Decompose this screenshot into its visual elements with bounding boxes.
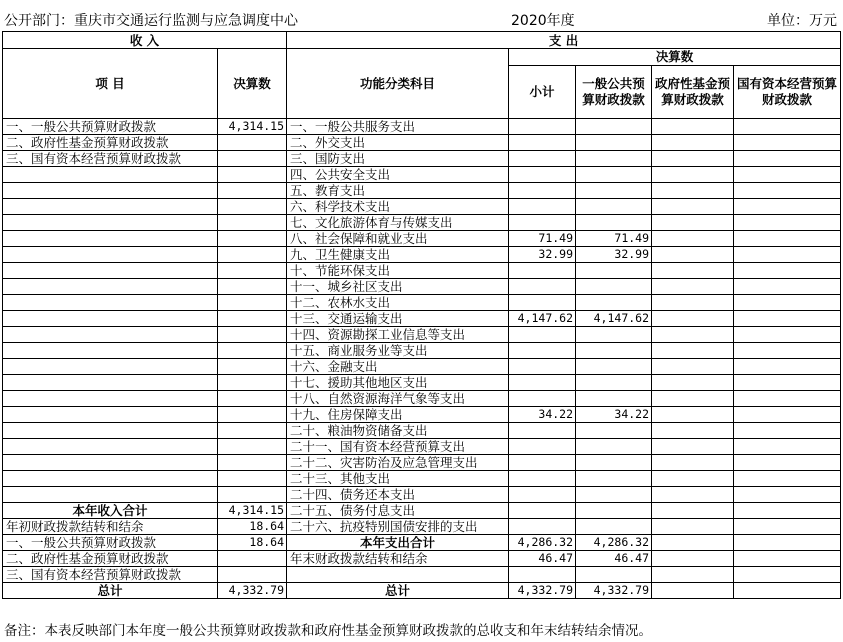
table-row bbox=[3, 535, 841, 551]
table-row bbox=[3, 215, 841, 231]
unit-label: 单位：万元 bbox=[767, 13, 837, 29]
expense-item-cell: 二十二、灾害防治及应急管理支出 bbox=[287, 455, 509, 471]
state-capital-cell bbox=[734, 503, 841, 519]
subtotal-header: 小计 bbox=[509, 66, 576, 119]
general-budget-cell bbox=[576, 503, 652, 519]
expense-item-cell: 总计 bbox=[287, 583, 509, 599]
fund-budget-cell bbox=[652, 311, 734, 327]
income-amount-cell bbox=[218, 567, 287, 583]
table-row bbox=[3, 471, 841, 487]
income-amount-header: 决算数 bbox=[218, 49, 287, 119]
state-capital-cell bbox=[734, 471, 841, 487]
table-row bbox=[3, 167, 841, 183]
general-budget-cell: 4,147.62 bbox=[576, 311, 652, 327]
table-row bbox=[3, 343, 841, 359]
state-capital-cell bbox=[734, 455, 841, 471]
expense-item-cell bbox=[287, 567, 509, 583]
expense-item-cell: 十八、自然资源海洋气象等支出 bbox=[287, 391, 509, 407]
subtotal-cell bbox=[509, 279, 576, 295]
general-budget-cell bbox=[576, 519, 652, 535]
subtotal-cell: 71.49 bbox=[509, 231, 576, 247]
expense-item-cell: 二十三、其他支出 bbox=[287, 471, 509, 487]
income-item-cell: 三、国有资本经营预算财政拨款 bbox=[3, 151, 218, 167]
fund-budget-header: 政府性基金预算财政拨款 bbox=[652, 66, 734, 119]
income-item-cell bbox=[3, 407, 218, 423]
fund-budget-cell bbox=[652, 391, 734, 407]
table-row bbox=[3, 519, 841, 535]
general-budget-cell bbox=[576, 119, 652, 135]
table-row bbox=[3, 231, 841, 247]
table-row bbox=[3, 183, 841, 199]
table-row bbox=[3, 551, 841, 567]
subtotal-cell bbox=[509, 151, 576, 167]
income-item-cell bbox=[3, 215, 218, 231]
expense-item-cell: 十七、援助其他地区支出 bbox=[287, 375, 509, 391]
general-budget-cell: 32.99 bbox=[576, 247, 652, 263]
state-capital-cell bbox=[734, 583, 841, 599]
income-item-cell: 三、国有资本经营预算财政拨款 bbox=[3, 567, 218, 583]
expense-item-cell: 五、教育支出 bbox=[287, 183, 509, 199]
fund-budget-cell bbox=[652, 183, 734, 199]
income-amount-cell bbox=[218, 359, 287, 375]
subtotal-cell: 4,332.79 bbox=[509, 583, 576, 599]
state-capital-cell bbox=[734, 215, 841, 231]
income-item-cell bbox=[3, 199, 218, 215]
item-column-header: 项 目 bbox=[3, 49, 218, 119]
state-capital-cell bbox=[734, 439, 841, 455]
table-row bbox=[3, 295, 841, 311]
table-row bbox=[3, 151, 841, 167]
income-amount-cell bbox=[218, 135, 287, 151]
state-capital-cell bbox=[734, 359, 841, 375]
expense-item-cell: 十五、商业服务业等支出 bbox=[287, 343, 509, 359]
report-year: 2020年度 bbox=[511, 13, 575, 29]
state-capital-cell bbox=[734, 231, 841, 247]
fund-budget-cell bbox=[652, 407, 734, 423]
subtotal-cell bbox=[509, 567, 576, 583]
state-capital-cell bbox=[734, 535, 841, 551]
income-amount-cell bbox=[218, 423, 287, 439]
table-row bbox=[3, 423, 841, 439]
general-budget-cell bbox=[576, 183, 652, 199]
subtotal-cell bbox=[509, 119, 576, 135]
income-item-cell bbox=[3, 295, 218, 311]
expense-item-cell: 十一、城乡社区支出 bbox=[287, 279, 509, 295]
table-row bbox=[3, 263, 841, 279]
fund-budget-cell bbox=[652, 583, 734, 599]
department-title: 公开部门：重庆市交通运行监测与应急调度中心 bbox=[4, 13, 298, 29]
state-capital-cell bbox=[734, 263, 841, 279]
table-row bbox=[3, 375, 841, 391]
fund-budget-cell bbox=[652, 423, 734, 439]
state-capital-cell bbox=[734, 295, 841, 311]
fund-budget-cell bbox=[652, 231, 734, 247]
income-amount-cell bbox=[218, 295, 287, 311]
state-capital-cell bbox=[734, 199, 841, 215]
subtotal-cell bbox=[509, 423, 576, 439]
expense-item-cell: 本年支出合计 bbox=[287, 535, 509, 551]
income-item-cell bbox=[3, 311, 218, 327]
general-budget-cell bbox=[576, 215, 652, 231]
general-budget-cell: 34.22 bbox=[576, 407, 652, 423]
income-item-cell bbox=[3, 375, 218, 391]
income-item-cell bbox=[3, 487, 218, 503]
fund-budget-cell bbox=[652, 471, 734, 487]
state-capital-header: 国有资本经营预算财政拨款 bbox=[734, 66, 841, 119]
general-budget-cell: 46.47 bbox=[576, 551, 652, 567]
general-budget-cell bbox=[576, 455, 652, 471]
state-capital-cell bbox=[734, 487, 841, 503]
income-item-cell: 二、政府性基金预算财政拨款 bbox=[3, 135, 218, 151]
income-amount-cell bbox=[218, 327, 287, 343]
fund-budget-cell bbox=[652, 263, 734, 279]
table-row bbox=[3, 407, 841, 423]
fund-budget-cell bbox=[652, 279, 734, 295]
table-row bbox=[3, 567, 841, 583]
income-item-cell bbox=[3, 455, 218, 471]
expense-item-cell: 七、文化旅游体育与传媒支出 bbox=[287, 215, 509, 231]
general-budget-cell bbox=[576, 199, 652, 215]
general-budget-cell bbox=[576, 167, 652, 183]
general-budget-cell: 4,286.32 bbox=[576, 535, 652, 551]
fund-budget-cell bbox=[652, 199, 734, 215]
subtotal-cell bbox=[509, 263, 576, 279]
state-capital-cell bbox=[734, 119, 841, 135]
income-item-cell bbox=[3, 263, 218, 279]
table-row bbox=[3, 391, 841, 407]
table-row bbox=[3, 439, 841, 455]
income-item-cell: 年初财政拨款结转和结余 bbox=[3, 519, 218, 535]
income-item-cell bbox=[3, 359, 218, 375]
fund-budget-cell bbox=[652, 247, 734, 263]
state-capital-cell bbox=[734, 311, 841, 327]
income-item-cell bbox=[3, 279, 218, 295]
table-row bbox=[3, 583, 841, 599]
state-capital-cell bbox=[734, 183, 841, 199]
income-item-cell bbox=[3, 423, 218, 439]
general-budget-cell bbox=[576, 423, 652, 439]
general-budget-cell bbox=[576, 263, 652, 279]
fund-budget-cell bbox=[652, 375, 734, 391]
income-amount-cell: 4,314.15 bbox=[218, 503, 287, 519]
income-amount-cell bbox=[218, 455, 287, 471]
subtotal-cell bbox=[509, 439, 576, 455]
footnote: 备注：本表反映部门本年度一般公共预算财政拨款和政府性基金预算财政拨款的总收支和年末结转结余情况。 bbox=[4, 623, 652, 639]
subtotal-cell bbox=[509, 375, 576, 391]
income-amount-cell bbox=[218, 487, 287, 503]
subtotal-cell: 4,147.62 bbox=[509, 311, 576, 327]
state-capital-cell bbox=[734, 551, 841, 567]
expense-item-cell: 二十六、抗疫特别国债安排的支出 bbox=[287, 519, 509, 535]
general-budget-cell bbox=[576, 151, 652, 167]
income-amount-cell bbox=[218, 279, 287, 295]
final-amount-header: 决算数 bbox=[509, 49, 841, 66]
expense-item-cell: 十四、资源勘探工业信息等支出 bbox=[287, 327, 509, 343]
state-capital-cell bbox=[734, 327, 841, 343]
income-amount-cell bbox=[218, 551, 287, 567]
general-budget-cell bbox=[576, 439, 652, 455]
fund-budget-cell bbox=[652, 119, 734, 135]
subtotal-cell bbox=[509, 359, 576, 375]
income-amount-cell: 18.64 bbox=[218, 535, 287, 551]
fund-budget-cell bbox=[652, 215, 734, 231]
income-item-cell: 一、一般公共预算财政拨款 bbox=[3, 535, 218, 551]
income-amount-cell bbox=[218, 151, 287, 167]
expense-item-cell: 九、卫生健康支出 bbox=[287, 247, 509, 263]
income-item-cell bbox=[3, 167, 218, 183]
general-budget-cell bbox=[576, 375, 652, 391]
income-item-cell bbox=[3, 391, 218, 407]
income-item-cell: 一、一般公共预算财政拨款 bbox=[3, 119, 218, 135]
subtotal-cell bbox=[509, 135, 576, 151]
income-amount-cell bbox=[218, 199, 287, 215]
subtotal-cell bbox=[509, 471, 576, 487]
expense-item-cell: 年末财政拨款结转和结余 bbox=[287, 551, 509, 567]
income-amount-cell bbox=[218, 471, 287, 487]
income-amount-cell bbox=[218, 231, 287, 247]
table-row bbox=[3, 359, 841, 375]
general-budget-cell bbox=[576, 343, 652, 359]
general-budget-cell bbox=[576, 279, 652, 295]
subtotal-cell bbox=[509, 183, 576, 199]
income-item-cell bbox=[3, 183, 218, 199]
state-capital-cell bbox=[734, 375, 841, 391]
expense-item-cell: 一、一般公共服务支出 bbox=[287, 119, 509, 135]
state-capital-cell bbox=[734, 247, 841, 263]
subtotal-cell: 32.99 bbox=[509, 247, 576, 263]
fund-budget-cell bbox=[652, 519, 734, 535]
income-amount-cell bbox=[218, 263, 287, 279]
table-row bbox=[3, 455, 841, 471]
income-item-cell bbox=[3, 231, 218, 247]
expense-item-cell: 六、科学技术支出 bbox=[287, 199, 509, 215]
fund-budget-cell bbox=[652, 551, 734, 567]
general-budget-cell bbox=[576, 487, 652, 503]
state-capital-cell bbox=[734, 391, 841, 407]
general-budget-cell bbox=[576, 135, 652, 151]
income-amount-cell bbox=[218, 439, 287, 455]
table-row bbox=[3, 247, 841, 263]
subtotal-cell bbox=[509, 519, 576, 535]
fund-budget-cell bbox=[652, 503, 734, 519]
subtotal-cell bbox=[509, 487, 576, 503]
expense-item-cell: 二十四、债务还本支出 bbox=[287, 487, 509, 503]
income-item-cell: 二、政府性基金预算财政拨款 bbox=[3, 551, 218, 567]
income-amount-cell bbox=[218, 375, 287, 391]
income-amount-cell bbox=[218, 215, 287, 231]
table-row bbox=[3, 135, 841, 151]
subtotal-cell bbox=[509, 391, 576, 407]
fund-budget-cell bbox=[652, 439, 734, 455]
expense-item-cell: 二十一、国有资本经营预算支出 bbox=[287, 439, 509, 455]
income-amount-cell bbox=[218, 407, 287, 423]
subtotal-cell bbox=[509, 199, 576, 215]
income-amount-cell bbox=[218, 343, 287, 359]
fund-budget-cell bbox=[652, 455, 734, 471]
income-item-cell: 总计 bbox=[3, 583, 218, 599]
expense-item-cell: 三、国防支出 bbox=[287, 151, 509, 167]
general-budget-cell: 4,332.79 bbox=[576, 583, 652, 599]
general-budget-cell bbox=[576, 295, 652, 311]
income-item-cell bbox=[3, 247, 218, 263]
expense-item-cell: 十九、住房保障支出 bbox=[287, 407, 509, 423]
expense-item-cell: 十二、农林水支出 bbox=[287, 295, 509, 311]
income-item-cell bbox=[3, 439, 218, 455]
fund-budget-cell bbox=[652, 135, 734, 151]
general-budget-header: 一般公共预算财政拨款 bbox=[576, 66, 652, 119]
budget-table bbox=[2, 31, 841, 599]
state-capital-cell bbox=[734, 151, 841, 167]
state-capital-cell bbox=[734, 407, 841, 423]
table-row bbox=[3, 487, 841, 503]
fund-budget-cell bbox=[652, 295, 734, 311]
table-row bbox=[3, 279, 841, 295]
expense-item-cell: 十、节能环保支出 bbox=[287, 263, 509, 279]
table-row bbox=[3, 503, 841, 519]
subtotal-cell bbox=[509, 327, 576, 343]
income-section-header: 收 入 bbox=[3, 32, 287, 49]
expense-item-cell: 八、社会保障和就业支出 bbox=[287, 231, 509, 247]
subtotal-cell bbox=[509, 455, 576, 471]
subtotal-cell bbox=[509, 503, 576, 519]
expense-item-cell: 十六、金融支出 bbox=[287, 359, 509, 375]
subtotal-cell: 46.47 bbox=[509, 551, 576, 567]
subtotal-cell bbox=[509, 215, 576, 231]
income-item-cell bbox=[3, 343, 218, 359]
expense-section-header: 支 出 bbox=[287, 32, 841, 49]
income-amount-cell bbox=[218, 247, 287, 263]
subtotal-cell: 4,286.32 bbox=[509, 535, 576, 551]
state-capital-cell bbox=[734, 135, 841, 151]
general-budget-cell bbox=[576, 567, 652, 583]
general-budget-cell bbox=[576, 391, 652, 407]
income-item-cell bbox=[3, 327, 218, 343]
subtotal-cell: 34.22 bbox=[509, 407, 576, 423]
expense-item-cell: 四、公共安全支出 bbox=[287, 167, 509, 183]
fund-budget-cell bbox=[652, 359, 734, 375]
state-capital-cell bbox=[734, 423, 841, 439]
income-amount-cell bbox=[218, 183, 287, 199]
expense-item-cell: 二十、粮油物资储备支出 bbox=[287, 423, 509, 439]
fund-budget-cell bbox=[652, 167, 734, 183]
general-budget-cell: 71.49 bbox=[576, 231, 652, 247]
fund-budget-cell bbox=[652, 567, 734, 583]
subtotal-cell bbox=[509, 343, 576, 359]
subtotal-cell bbox=[509, 295, 576, 311]
income-amount-cell: 4,332.79 bbox=[218, 583, 287, 599]
fund-budget-cell bbox=[652, 535, 734, 551]
general-budget-cell bbox=[576, 359, 652, 375]
fund-budget-cell bbox=[652, 327, 734, 343]
function-column-header: 功能分类科目 bbox=[287, 49, 509, 119]
general-budget-cell bbox=[576, 471, 652, 487]
state-capital-cell bbox=[734, 279, 841, 295]
income-amount-cell bbox=[218, 311, 287, 327]
income-amount-cell bbox=[218, 391, 287, 407]
income-item-cell bbox=[3, 471, 218, 487]
table-row bbox=[3, 327, 841, 343]
fund-budget-cell bbox=[652, 151, 734, 167]
expense-item-cell: 二、外交支出 bbox=[287, 135, 509, 151]
subtotal-cell bbox=[509, 167, 576, 183]
income-amount-cell: 4,314.15 bbox=[218, 119, 287, 135]
table-row bbox=[3, 199, 841, 215]
expense-item-cell: 十三、交通运输支出 bbox=[287, 311, 509, 327]
fund-budget-cell bbox=[652, 343, 734, 359]
income-amount-cell: 18.64 bbox=[218, 519, 287, 535]
expense-item-cell: 二十五、债务付息支出 bbox=[287, 503, 509, 519]
income-item-cell: 本年收入合计 bbox=[3, 503, 218, 519]
state-capital-cell bbox=[734, 567, 841, 583]
income-amount-cell bbox=[218, 167, 287, 183]
general-budget-cell bbox=[576, 327, 652, 343]
state-capital-cell bbox=[734, 519, 841, 535]
fund-budget-cell bbox=[652, 487, 734, 503]
table-row bbox=[3, 311, 841, 327]
state-capital-cell bbox=[734, 343, 841, 359]
state-capital-cell bbox=[734, 167, 841, 183]
table-row bbox=[3, 119, 841, 135]
